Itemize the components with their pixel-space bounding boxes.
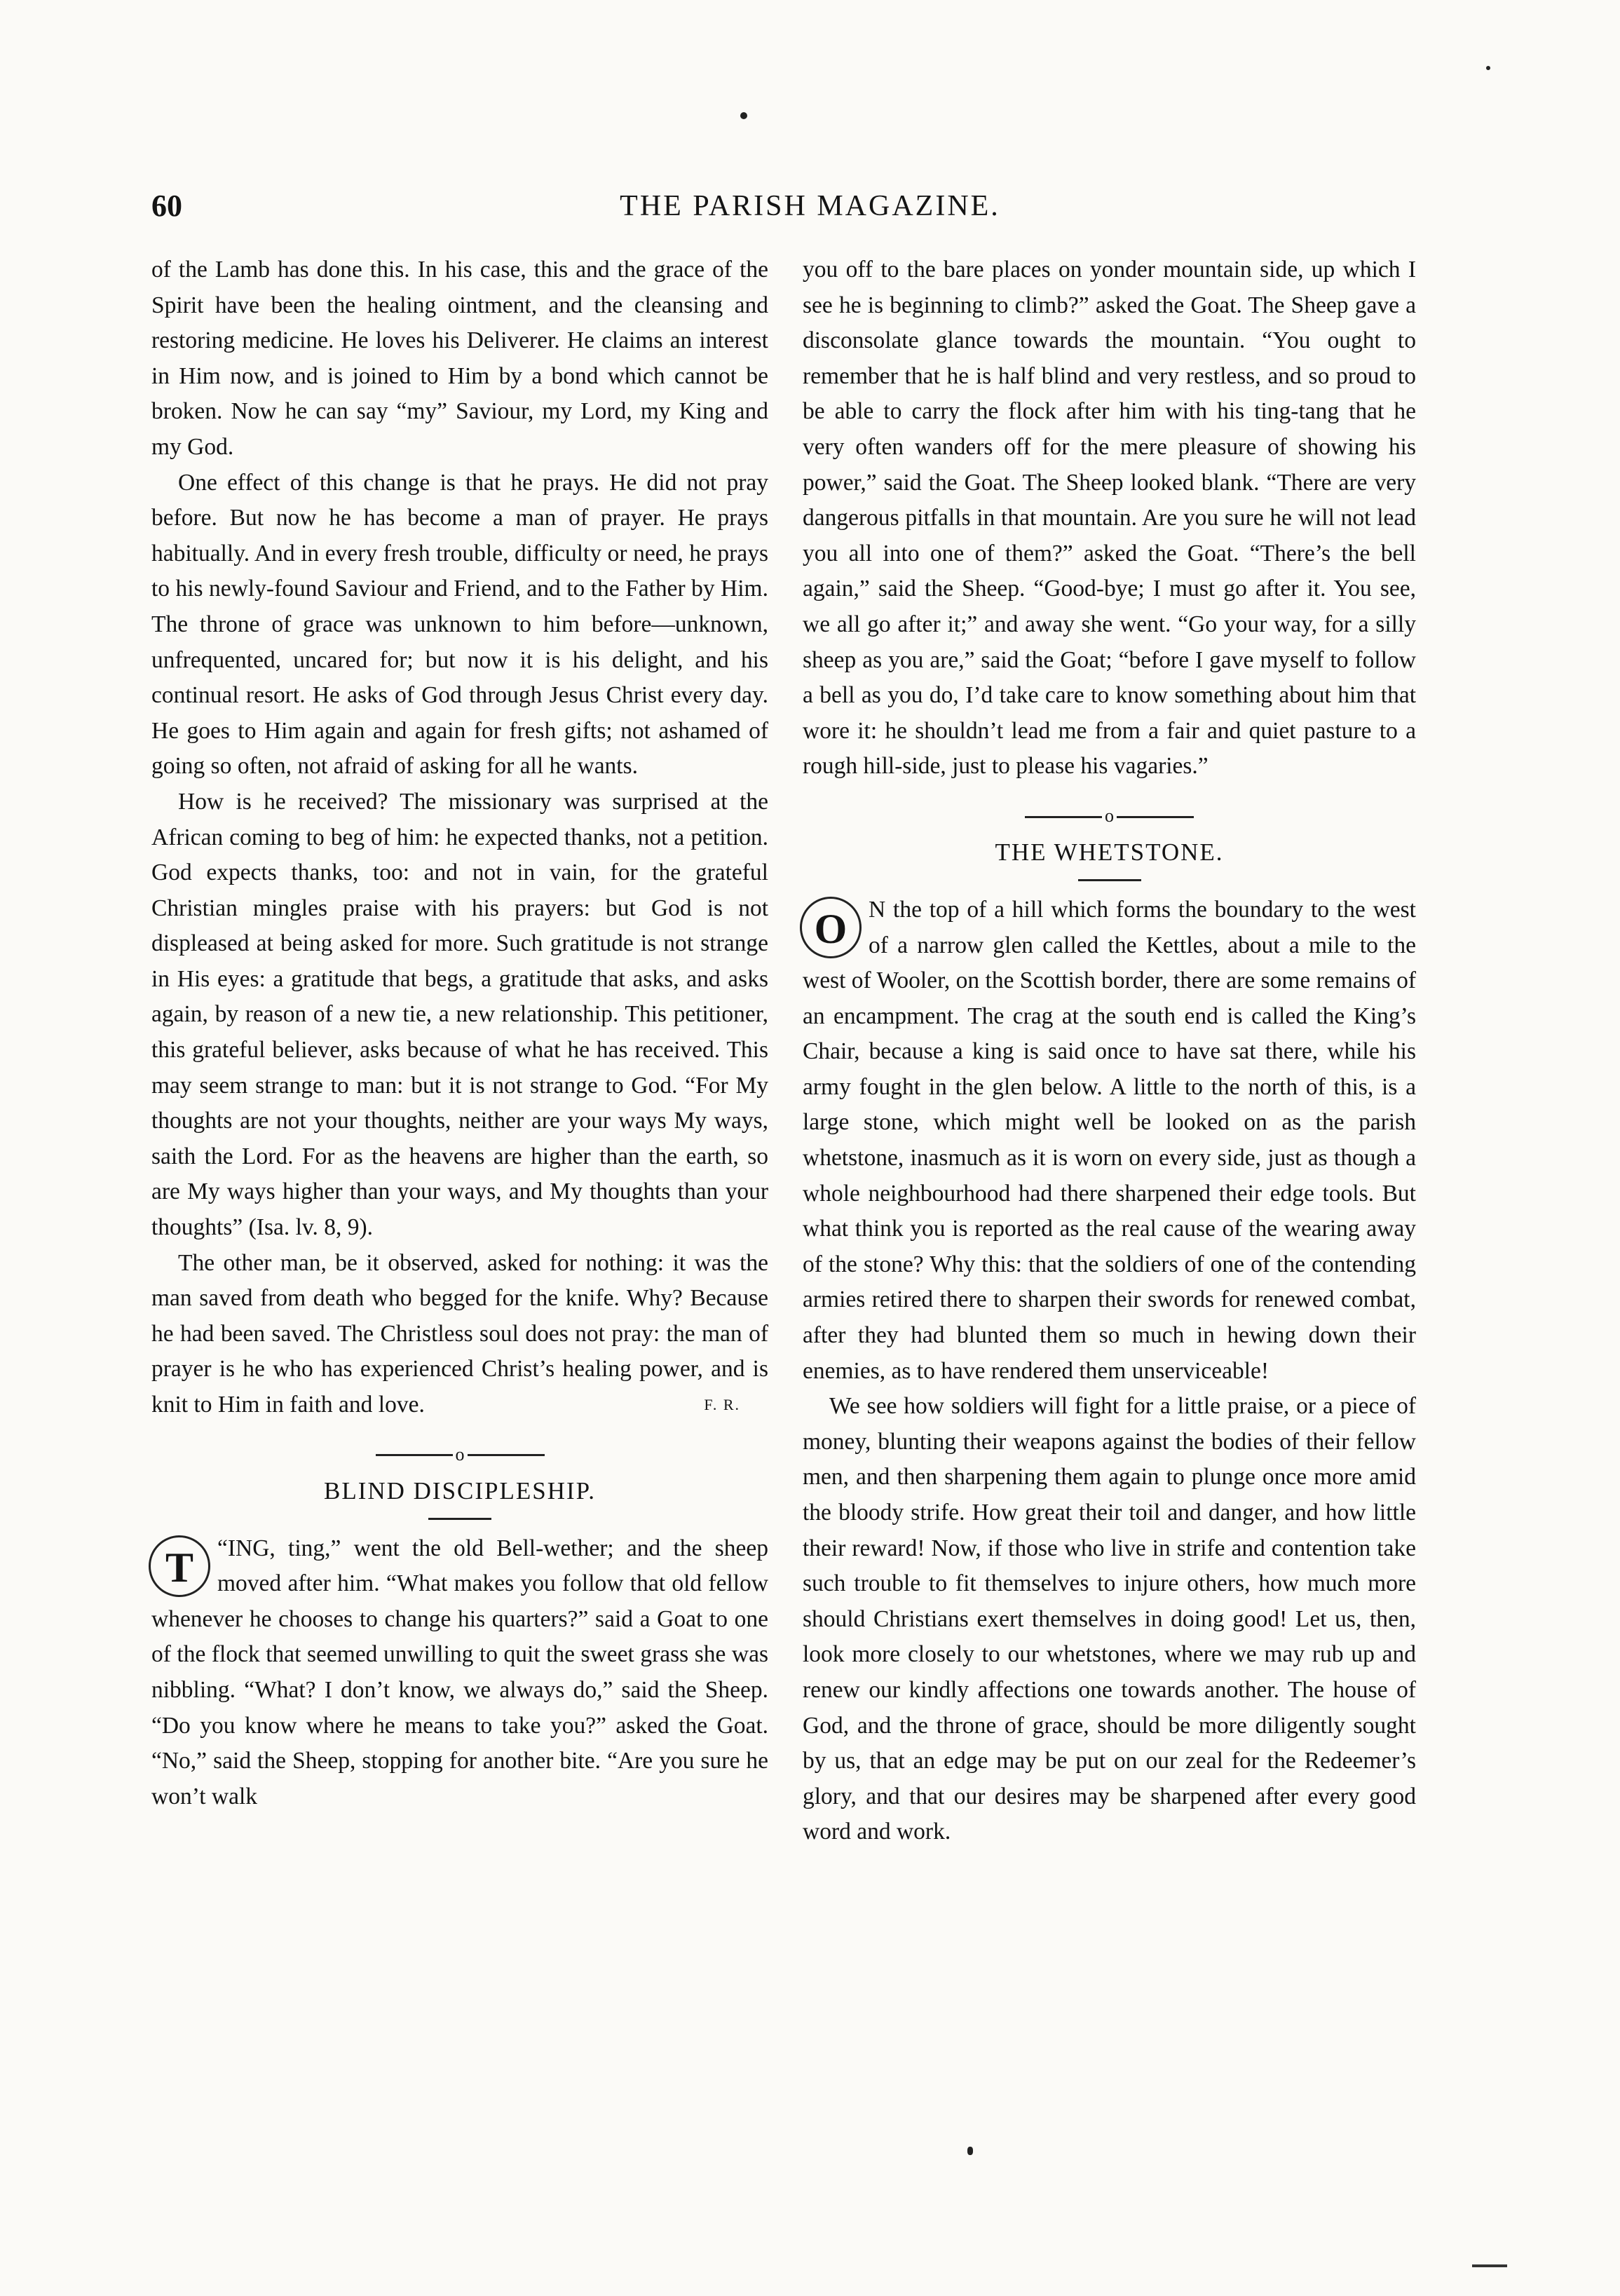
paragraph-text: “ING, ting,” went the old Bell-wether; and the sheep moved after him. “What makes you follow that old fellow whenever he chooses to change his quarters?” said a Goat to one of the flock that seemed unwilling to quit the sweet grass she was nibbling. “What? I don’t know, we always do,” said the Sheep. “Do you know where he means to take you?” asked the Goat. “No,” said the Sheep, stopping for another bite. “Are you sure he won’t walk: [151, 1535, 768, 1809]
right-column: [803, 252, 1416, 1850]
section-divider: [151, 1439, 768, 1470]
section-divider: [803, 800, 1416, 831]
bottom-speck: [967, 2147, 973, 2155]
top-speck: [740, 112, 747, 119]
author-signature: F. R.: [704, 1396, 740, 1413]
paragraph-continued: you off to the bare places on yonder mountain side, up which I see he is beginning to climb?” asked the Goat. The Sheep gave a disconsolate glance towards the mountain. “You ought to remember that he is half blind and very restless, and so proud to be able to carry the flock after him with his ting-tang that he very often wanders off for the mere pleasure of showing his power,” said the Goat. The Sheep looked blank. “There are very dangerous pitfalls in that mountain. Are you sure he will not lead you all into one of them?” asked the Goat. “There’s the bell again,” said the Sheep. “Good-bye; I must go after it. You see, we all go after it;” and away she went. “Go your way, for a silly sheep as you are,” said the Goat; “before I gave myself to follow a bell as you do, I’d take care to know something about him that wore it: he shouldn’t lead me from a fair and quiet pasture to a rough hill-side, just to please his vagaries.”: [803, 257, 1416, 780]
title-rule: [428, 1518, 491, 1520]
divider-ornament: o: [1105, 805, 1114, 826]
paragraph: One effect of this change is that he prays. He did not pray before. But now he has become a man of prayer. He prays habitually. And in every fresh trouble, difficulty or need, he prays to his newly-found Saviour and Friend, and to the Father by Him. The throne of grace was unknown to him before—unknown, unfrequented, uncared for; but now it is his delight, and his continual resort. He asks of God through Jesus Christ every day. He goes to Him again and again for fresh gifts; not ashamed of going so often, not afraid of asking for all he wants.: [151, 469, 768, 780]
paragraph: How is he received? The missionary was surprised at the African coming to beg of him: he expected thanks, not a petition. God expects thanks, too: and not in vain, for the grateful Christian mingles praise with his prayers: but God is not displeased at being asked for more. Such gratitude is not strange in His eyes: a gratitude that begs, a gratitude that asks, and asks again, by reason of a new tie, a new relationship. This petitioner, this grateful believer, asks because of what he has received. This may seem strange to man: but it is not strange to God. “For My thoughts are not your thoughts, neither are your ways My ways, saith the Lord. For as the heavens are higher than the earth, so are My ways higher than your ways, and My thoughts than your thoughts” (Isa. lv. 8, 9).: [151, 788, 768, 1241]
divider-rule: [1117, 816, 1194, 818]
dropcap-letter: O: [800, 897, 862, 958]
dropcap-letter: T: [149, 1535, 210, 1597]
running-title: THE PARISH MAGAZINE.: [620, 190, 1000, 222]
divider-rule: [1025, 816, 1102, 818]
divider-rule: [376, 1454, 453, 1456]
title-rule: [1078, 879, 1141, 881]
paragraph-text: The other man, be it observed, asked for nothing: it was the man saved from death who begged for the knife. Why? Because he had been saved. The Christless soul does not pray: the man of prayer is he who has experienced Christ’s healing power, and is knit to Him in faith and love.: [151, 1249, 768, 1418]
divider-ornament: o: [455, 1444, 465, 1465]
page-number: 60: [151, 189, 182, 223]
paragraph-dropcap: [803, 892, 1416, 1389]
paragraph-text: N the top of a hill which forms the boundary to the west of a narrow glen called the Kettles, about a mile to the west of Wooler, on the Scottish border, there are some remains of an encampment. The crag at the south end is called the King’s Chair, because a king is said once to have sat there, while his army fought in the glen below. A little to the north of this, is a large stone, which might well be looked on as the parish whetstone, inasmuch as it is worn on every side, just as though a whole neighbourhood had there sharpened their edge tools. But what think you is reported as the real cause of the wearing away of the stone? Why this: that the soldiers of one of the contending armies retired there to sharpen their swords for renewed combat, after they had blunted them so much in hewing down their enemies, as to have rendered them unserviceable!: [803, 896, 1416, 1384]
paragraph-dropcap: [151, 1531, 768, 1815]
section-title-blind-discipleship: BLIND DISCIPLESHIP.: [323, 1476, 597, 1504]
left-column: [151, 252, 768, 1814]
divider-rule: [468, 1454, 545, 1456]
paragraph-continued: of the Lamb has done this. In his case, this and the grace of the Spirit have been the healing ointment, and the cleansing and restoring medicine. He loves his Deliverer. He claims an interest in Him now, and is joined to Him by a bond which cannot be broken. Now he can say “my” Saviour, my Lord, my King and my God.: [151, 257, 768, 460]
paragraph: We see how soldiers will fight for a little praise, or a piece of money, blunting their weapons against the bodies of their fellow men, and then sharpening them again to plunge once more amid the bloody strife. How great their toil and danger, and how little their reward! Now, if those who live in strife and contention take such trouble to fit themselves to injure others, how much more should Christians exert themselves in doing good! Let us, then, look more closely to our whetstones, where we may rub up and renew our kindly affections one towards another. The house of God, and the throne of grace, should be more diligently sought by us, that an edge may be put on our zeal for the Redeemer’s glory, and that our desires may be sharpened after every good word and work.: [803, 1393, 1416, 1845]
section-title-whetstone: THE WHETSTONE.: [995, 838, 1224, 866]
corner-speck: [1486, 66, 1490, 70]
bottom-dash: [1472, 2264, 1507, 2267]
paragraph-with-signature: [151, 1246, 768, 1423]
